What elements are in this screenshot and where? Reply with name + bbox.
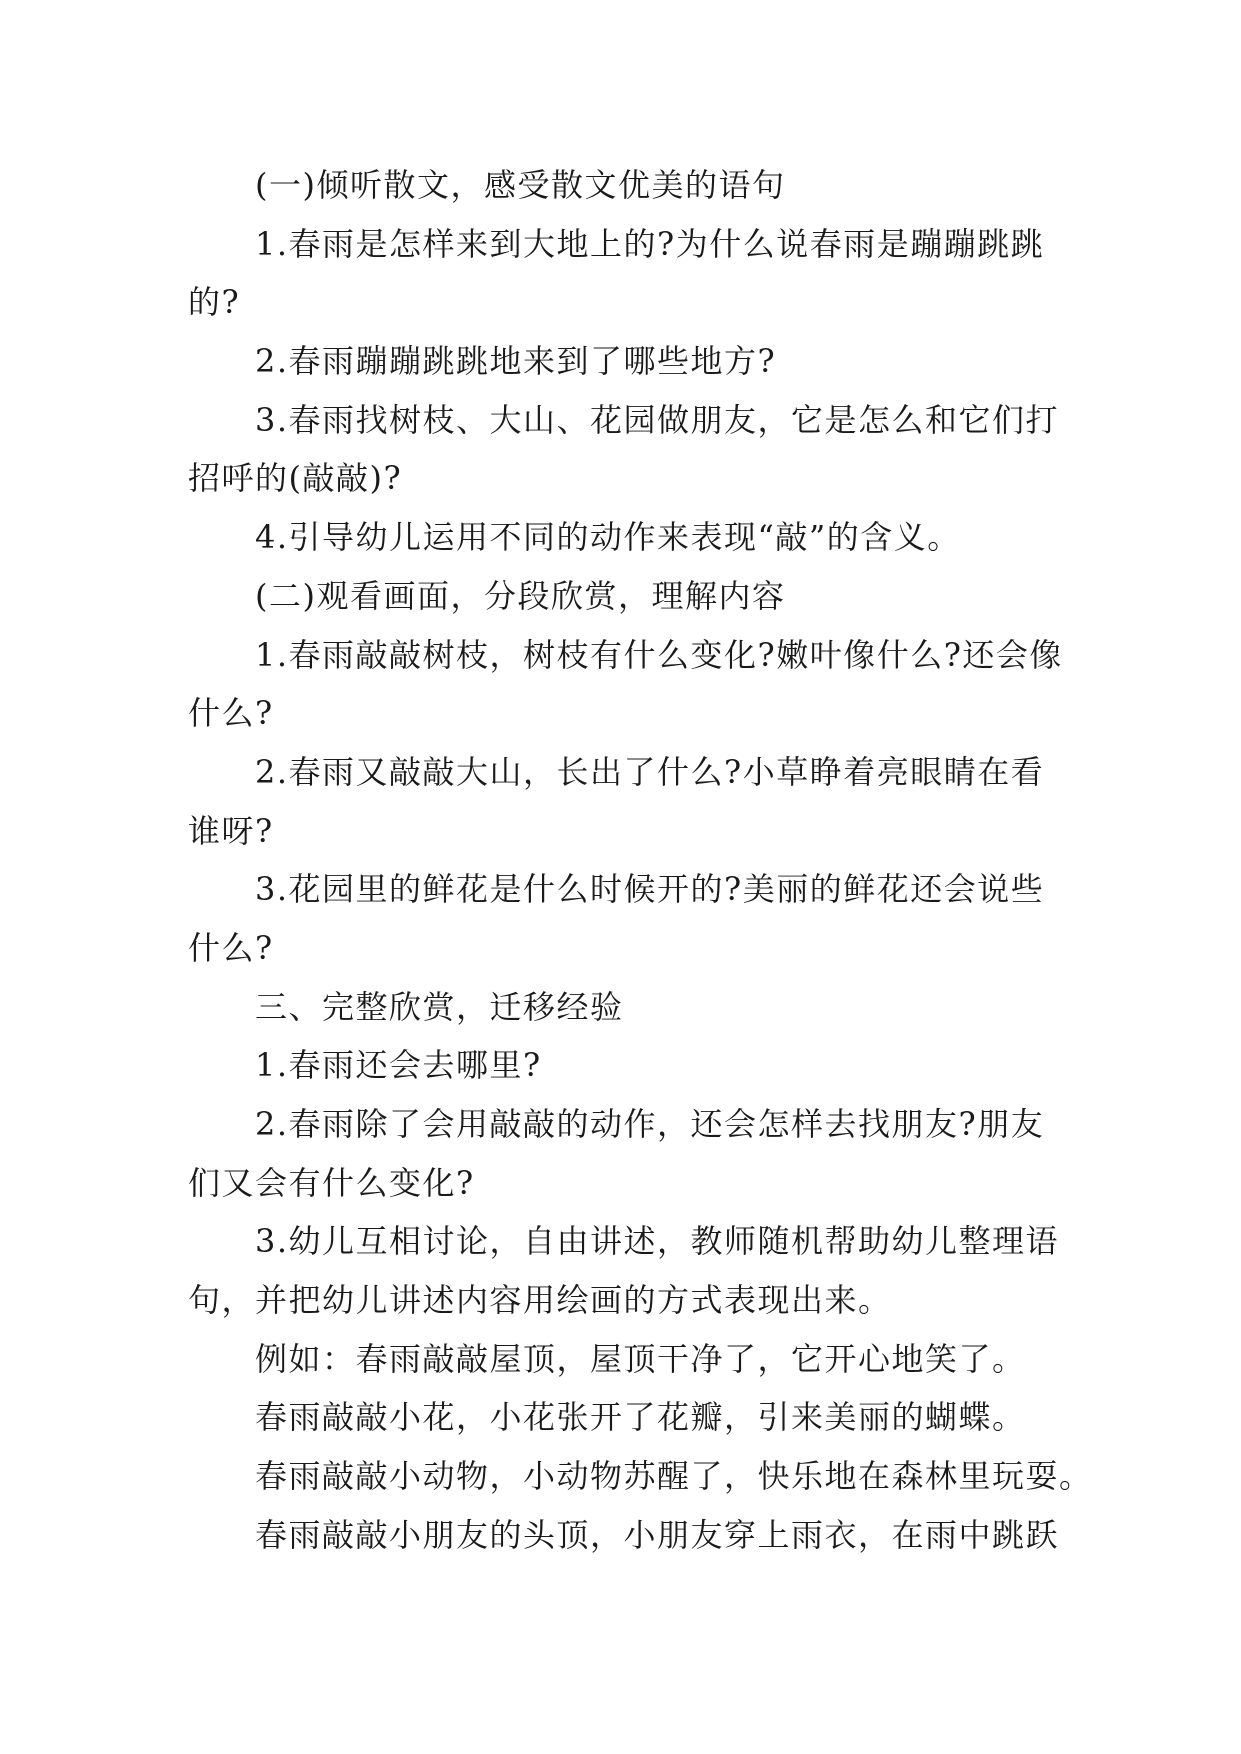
paragraph [188, 1095, 1054, 1212]
text-line: 4.引导幼儿运用不同的动作来表现“敲”的含义。 [255, 518, 961, 557]
paragraph [188, 1212, 1060, 1329]
text-line: 们又会有什么变化? [188, 1163, 475, 1202]
text-line: (一)倾听散文，感受散文优美的语句 [255, 166, 786, 204]
section-heading [188, 567, 1054, 626]
text-line: 1.春雨敲敲树枝，树枝有什么变化?嫩叶像什么?还会像 [255, 635, 1063, 674]
text-line: 什么? [188, 928, 274, 967]
text-line: 1.春雨还会去哪里? [255, 1046, 542, 1085]
text-line: 春雨敲敲小动物，小动物苏醒了，快乐地在森林里玩耍。 [255, 1457, 1093, 1496]
paragraph [188, 391, 1060, 508]
text-line: 3.花园里的鲜花是什么时候开的?美丽的鲜花还会说些 [255, 870, 1045, 909]
paragraph [188, 860, 1054, 977]
text-line: 什么? [188, 694, 274, 733]
paragraph [188, 1036, 1054, 1095]
text-line: 春雨敲敲小花，小花张开了花瓣，引来美丽的蝴蝶。 [255, 1398, 1026, 1437]
text-line: 3.幼儿互相讨论，自由讲述，教师随机帮助幼儿整理语 [255, 1222, 1060, 1261]
text-line: 春雨敲敲小朋友的头顶，小朋友穿上雨衣，在雨中跳跃 [255, 1515, 1060, 1554]
paragraph [188, 508, 1054, 567]
text-line: 招呼的(敲敲)? [188, 459, 403, 498]
text-line: 3.春雨找树枝、大山、花园做朋友，它是怎么和它们打 [255, 400, 1060, 439]
text-line: 的? [188, 283, 241, 322]
text-line: 谁呀? [188, 811, 274, 850]
example-paragraph [188, 1330, 1054, 1389]
paragraph [188, 743, 1054, 860]
paragraph [188, 215, 1054, 332]
text-line: (二)观看画面，分段欣赏，理解内容 [255, 576, 786, 615]
text-line: 例如：春雨敲敲屋顶，屋顶干净了，它开心地笑了。 [255, 1339, 1026, 1378]
document-body [188, 156, 1093, 1565]
section-heading [188, 156, 1054, 215]
text-line: 三、完整欣赏，迁移经验 [255, 987, 624, 1026]
text-line: 2.春雨除了会用敲敲的动作，还会怎样去找朋友?朋友 [255, 1105, 1045, 1143]
paragraph [188, 626, 1063, 743]
example-paragraph [188, 1447, 1093, 1506]
paragraph [188, 332, 1054, 391]
text-line: 2.春雨又敲敲大山，长出了什么?小草睁着亮眼睛在看 [255, 752, 1045, 791]
text-line: 2.春雨蹦蹦跳跳地来到了哪些地方? [255, 342, 777, 381]
text-line: 1.春雨是怎样来到大地上的?为什么说春雨是蹦蹦跳跳 [255, 224, 1045, 263]
section-heading [188, 978, 1054, 1037]
text-line: 句，并把幼儿讲述内容用绘画的方式表现出来。 [188, 1281, 892, 1320]
example-paragraph [188, 1388, 1054, 1447]
example-paragraph [188, 1506, 1060, 1565]
